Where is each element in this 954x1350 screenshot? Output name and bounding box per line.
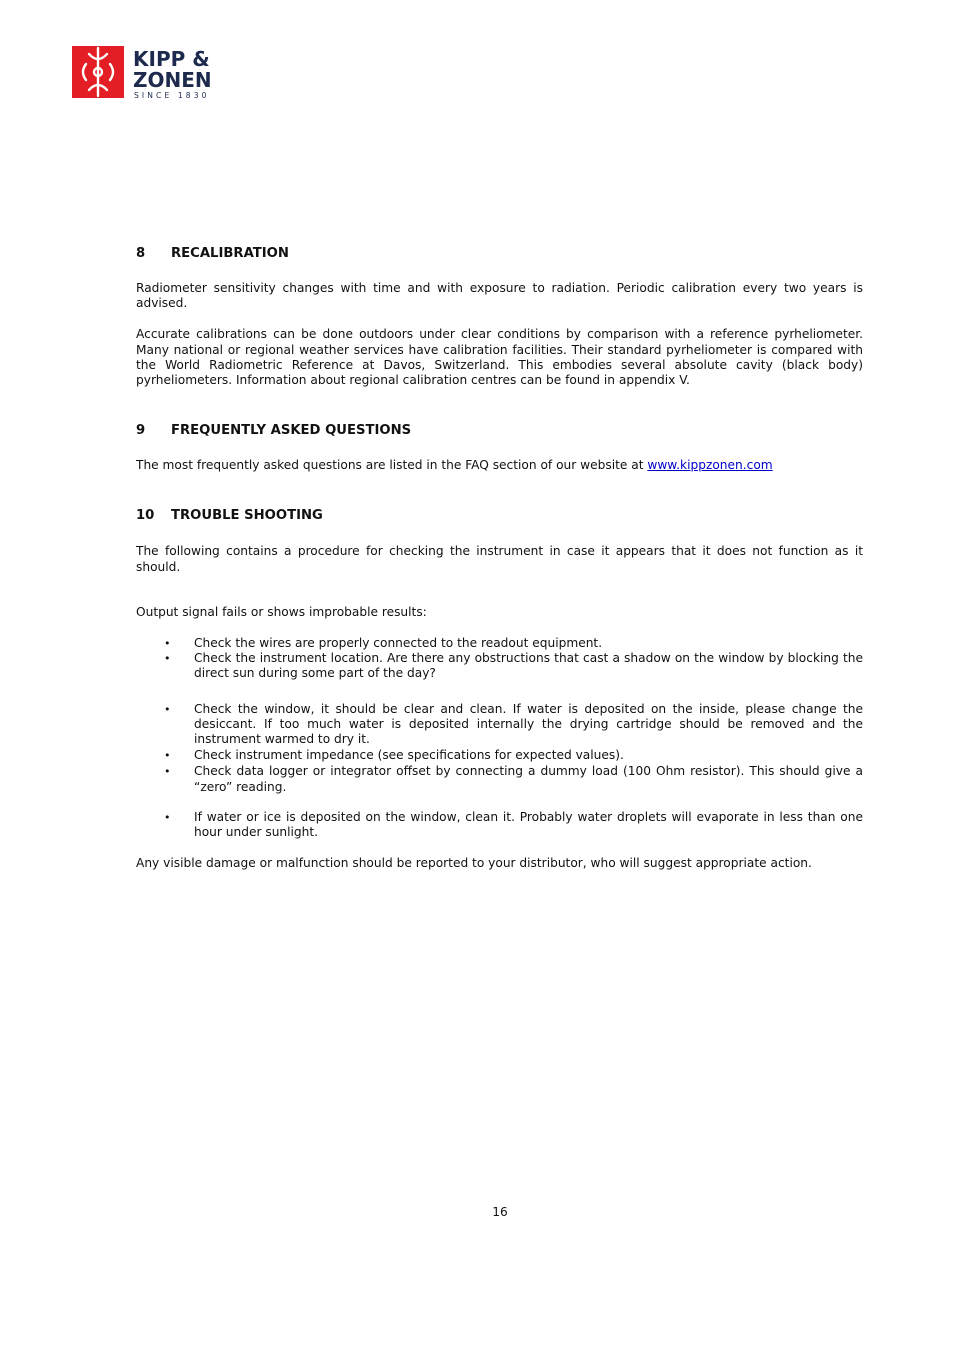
list-item bbox=[136, 810, 863, 840]
list-item bbox=[136, 702, 863, 748]
list-item-text: Check the instrument location. Are there any obstructions that cast a shadow on the window by blocking the direct sun during some part of the day? bbox=[194, 651, 863, 681]
website-link[interactable]: www.kippzonen.com bbox=[647, 458, 773, 473]
paragraph-recal-2: Accurate calibrations can be done outdoors under clear conditions by comparison with a reference pyrheliometer. Many national or regional weather services have calibration facilities. Their standard pyrheliometer is compared with the World Radiometric Reference at Davos, Switzerland. This embodies several absolute cavity (black body) pyrheliometers. Information about regional calibration centres can be found in appendix V. bbox=[136, 327, 863, 388]
paragraph-closing: Any visible damage or malfunction should be reported to your distributor, who will suggest appropriate action. bbox=[136, 856, 812, 871]
section-number: 9 bbox=[136, 423, 146, 439]
list-item-text: Check the window, it should be clear and clean. If water is deposited on the inside, please change the desiccant. If too much water is deposited internally the drying cartridge should be removed and the instrument warmed to dry it. bbox=[194, 701, 863, 747]
section-number: 10 bbox=[136, 508, 155, 524]
section-heading-faq bbox=[136, 422, 863, 440]
section-title: FREQUENTLY ASKED QUESTIONS bbox=[171, 423, 412, 439]
list-item bbox=[136, 651, 863, 681]
logo-line2: ZONEN bbox=[133, 68, 212, 92]
list-item bbox=[136, 764, 863, 794]
list-item bbox=[136, 636, 863, 651]
list-item bbox=[136, 748, 863, 763]
section-title: TROUBLE SHOOTING bbox=[171, 508, 323, 524]
section-heading-trouble-shooting bbox=[136, 507, 863, 525]
kipp-zonen-logo bbox=[72, 42, 252, 102]
paragraph-faq bbox=[136, 458, 863, 473]
bullet-marker: • bbox=[164, 749, 171, 763]
bullet-marker: • bbox=[164, 637, 171, 651]
faq-text: The most frequently asked questions are listed in the FAQ section of our website at bbox=[136, 458, 644, 473]
document-body bbox=[136, 245, 863, 871]
page-number: 16 bbox=[492, 1205, 508, 1219]
list-item-text: Check data logger or integrator offset by connecting a dummy load (100 Ohm resistor). This should give a “zero” reading. bbox=[194, 764, 863, 794]
section-title: RECALIBRATION bbox=[171, 246, 289, 261]
paragraph-recal-1: Radiometer sensitivity changes with time and with exposure to radiation. Periodic calibration every two years is advised. bbox=[136, 281, 863, 311]
section-number: 8 bbox=[136, 246, 146, 261]
list-item-text: Check instrument impedance (see specifications for expected values). bbox=[194, 748, 624, 763]
paragraph-output-heading: Output signal fails or shows improbable results: bbox=[136, 604, 427, 619]
section-heading-recalibration bbox=[136, 245, 863, 263]
bullet-marker: • bbox=[164, 702, 171, 716]
list-item-text: If water or ice is deposited on the window, clean it. Probably water droplets will evaporate in less than one hour under sunlight. bbox=[194, 809, 863, 840]
logo-tagline: SINCE 1830 bbox=[134, 91, 210, 100]
bullet-marker: • bbox=[164, 765, 171, 779]
list-item-text: Check the wires are properly connected to the readout equipment. bbox=[194, 636, 603, 651]
paragraph-trouble-intro: The following contains a procedure for checking the instrument in case it appears that it does not function as it should. bbox=[136, 544, 863, 574]
logo-graphic bbox=[72, 42, 252, 102]
logo-line1: KIPP & bbox=[133, 47, 210, 71]
troubleshooting-list bbox=[136, 636, 863, 840]
bullet-marker: • bbox=[164, 810, 171, 824]
bullet-marker: • bbox=[164, 652, 171, 666]
